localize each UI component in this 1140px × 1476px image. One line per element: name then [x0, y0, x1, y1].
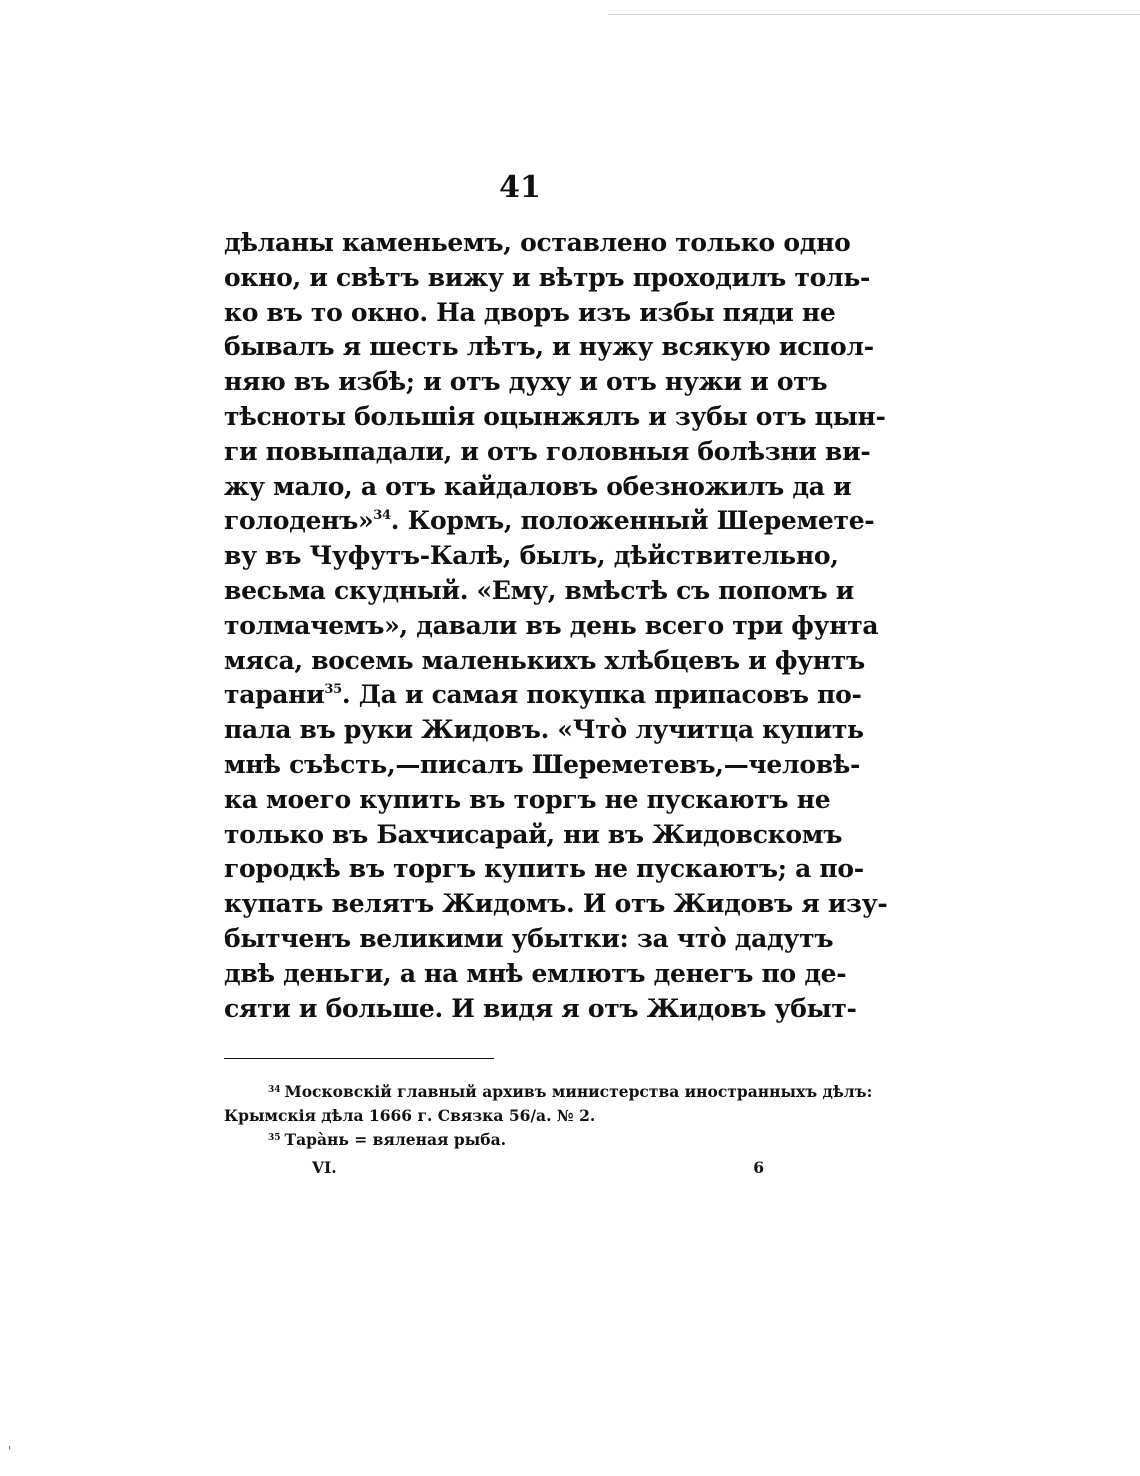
text-line: мнѣ съѣсть,—писалъ Шереметевъ,—человѣ-: [224, 749, 861, 779]
text-line: городкѣ въ торгъ купить не пускаютъ; а по-: [224, 854, 864, 884]
text-line: ко въ то окно. На дворъ изъ избы пяди не: [224, 297, 836, 327]
body-text: [224, 226, 888, 1026]
text-line: купать велятъ Жидомъ. И отъ Жидовъ я изу-: [224, 889, 888, 919]
footnote-text: Московскій главный архивъ министерства иностранныхъ дѣлъ:: [284, 1082, 873, 1101]
text-line: мяса, восемь маленькихъ хлѣбцевъ и фунтъ: [224, 645, 865, 675]
text-line: двѣ деньги, а на мнѣ емлютъ денегъ по де-: [224, 958, 847, 988]
text-fragment: . Кормъ, положенный Шеремете-: [390, 506, 875, 536]
page-number: 41: [499, 170, 541, 205]
text-line: толмачемъ», давали въ день всего три фунта: [224, 610, 879, 640]
text-line: окно, и свѣтъ вижу и вѣтръ проходилъ толь-: [224, 262, 871, 292]
text-line: сяти и больше. И видя я отъ Жидовъ убыт-: [224, 993, 857, 1023]
text-line: [224, 678, 862, 713]
text-fragment: тарани: [224, 680, 325, 710]
footnote-ref-35[interactable]: 35: [324, 682, 342, 698]
text-line: ка моего купить въ торгъ не пускаютъ не: [224, 784, 831, 814]
text-line: весьма скудный. «Ему, вмѣстѣ съ попомъ и: [224, 575, 854, 605]
text-line: няю въ избѣ; и отъ духу и отъ нужи и отъ: [224, 367, 828, 397]
text-line: жу мало, а отъ кайдаловъ обезножилъ да и: [224, 471, 852, 501]
footnote-35: [224, 1128, 814, 1152]
text-line: ву въ Чуфутъ-Калѣ, былъ, дѣйствительно,: [224, 541, 839, 571]
text-line: пала въ руки Жидовъ. «Что̀ лучитца купить: [224, 715, 864, 745]
footnote-text: Тара̀нь = вяленая рыба.: [284, 1130, 507, 1149]
footnotes: [224, 1080, 873, 1152]
text-line: только въ Бахчисарай, ни въ Жидовскомъ: [224, 819, 843, 849]
signature-mark: VI.: [312, 1158, 337, 1177]
footnote-ref-34[interactable]: 34: [373, 508, 391, 524]
footnote-34-continued: Крымскія дѣла 1666 г. Связка 56/а. № 2.: [224, 1106, 596, 1125]
scan-margin-mark: ': [8, 1444, 12, 1458]
text-line: бывалъ я шесть лѣтъ, и нужу всякую испол-: [224, 332, 874, 362]
text-fragment: . Да и самая покупка припасовъ по-: [341, 680, 862, 710]
footnote-separator: [224, 1058, 494, 1059]
text-line: тѣсноты большія оцынжялъ и зубы отъ цын-: [224, 401, 886, 431]
footnote-34: [224, 1080, 873, 1104]
text-line: бытченъ великими убытки: за что̀ дадутъ: [224, 923, 834, 953]
footnote-mark: 35: [268, 1133, 281, 1143]
text-line: дѣланы каменьемъ, оставлено только одно: [224, 228, 851, 257]
text-line: [224, 504, 875, 539]
footnote-mark: 34: [268, 1085, 281, 1095]
signature-number: 6: [753, 1158, 764, 1177]
text-line: ги повыпадали, и отъ головныя болѣзни ви-: [224, 436, 871, 466]
scan-edge-line: [608, 14, 1140, 15]
text-fragment: голоденъ»: [224, 506, 374, 536]
